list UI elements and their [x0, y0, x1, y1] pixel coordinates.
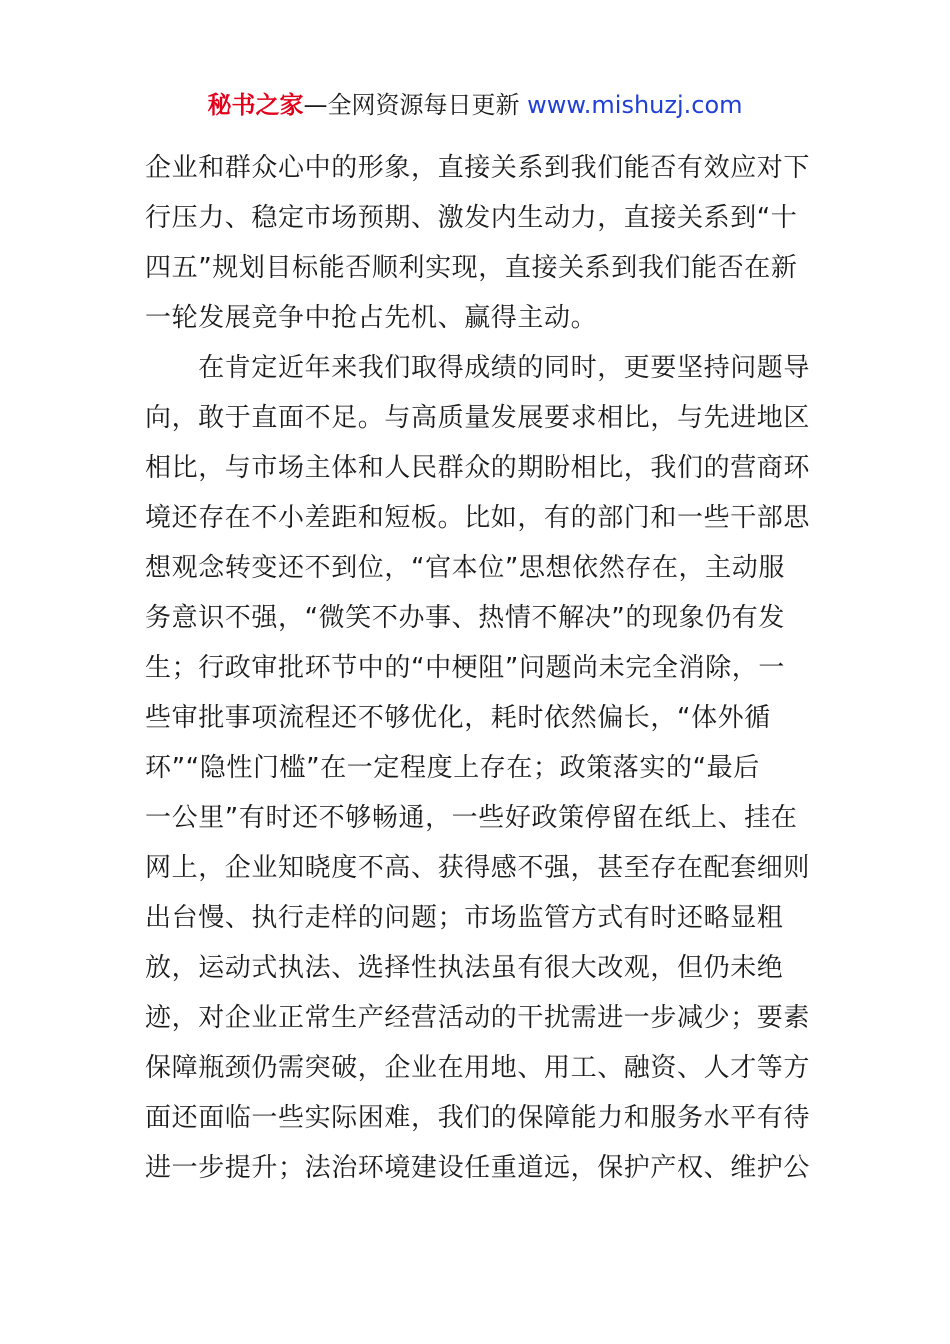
text-line: 行压力、稳定市场预期、激发内生动力，直接关系到“十 [145, 203, 798, 233]
text-line: 想观念转变还不到位，“官本位”思想依然存在，主动服 [145, 553, 785, 583]
text-line: 些审批事项流程还不够优化，耗时依然偏长，“体外循 [145, 703, 771, 733]
page-header [0, 86, 950, 124]
text-line: 面还面临一些实际困难，我们的保障能力和服务水平有待 [145, 1103, 810, 1133]
site-url-link[interactable]: www.mishuzj.com [527, 91, 743, 119]
text-line: 向，敢于直面不足。与高质量发展要求相比，与先进地区 [145, 403, 810, 433]
text-line: 一公里”有时还不够畅通，一些好政策停留在纸上、挂在 [145, 803, 798, 833]
text-line: 境还存在不小差距和短板。比如，有的部门和一些干部思 [145, 503, 810, 533]
text-line: 在肯定近年来我们取得成绩的同时，更要坚持问题导 [145, 353, 810, 383]
text-line: 务意识不强，“微笑不办事、热情不解决”的现象仍有发 [145, 603, 785, 633]
text-line: 保障瓶颈仍需突破，企业在用地、用工、融资、人才等方 [145, 1053, 810, 1083]
document-body [145, 143, 810, 1193]
brand-name: 秘书之家 [207, 91, 304, 119]
text-line: 出台慢、执行走样的问题；市场监管方式有时还略显粗 [145, 903, 784, 933]
text-line: 企业和群众心中的形象，直接关系到我们能否有效应对下 [145, 153, 810, 183]
text-line: 环”“隐性门槛”在一定程度上存在；政策落实的“最后 [145, 753, 760, 783]
text-line: 进一步提升；法治环境建设任重道远，保护产权、维护公 [145, 1153, 810, 1183]
text-line: 迹，对企业正常生产经营活动的干扰需进一步减少；要素 [145, 1003, 810, 1033]
text-line: 生；行政审批环节中的“中梗阻”问题尚未完全消除，一 [145, 653, 785, 683]
text-line: 相比，与市场主体和人民群众的期盼相比，我们的营商环 [145, 453, 810, 483]
text-line: 四五”规划目标能否顺利实现，直接关系到我们能否在新 [145, 253, 798, 283]
text-line: 放，运动式执法、选择性执法虽有很大改观，但仍未绝 [145, 953, 784, 983]
text-line: 一轮发展竞争中抢占先机、赢得主动。 [145, 303, 598, 333]
header-tagline: —全网资源每日更新 [303, 91, 528, 119]
text-line: 网上，企业知晓度不高、获得感不强，甚至存在配套细则 [145, 853, 810, 883]
